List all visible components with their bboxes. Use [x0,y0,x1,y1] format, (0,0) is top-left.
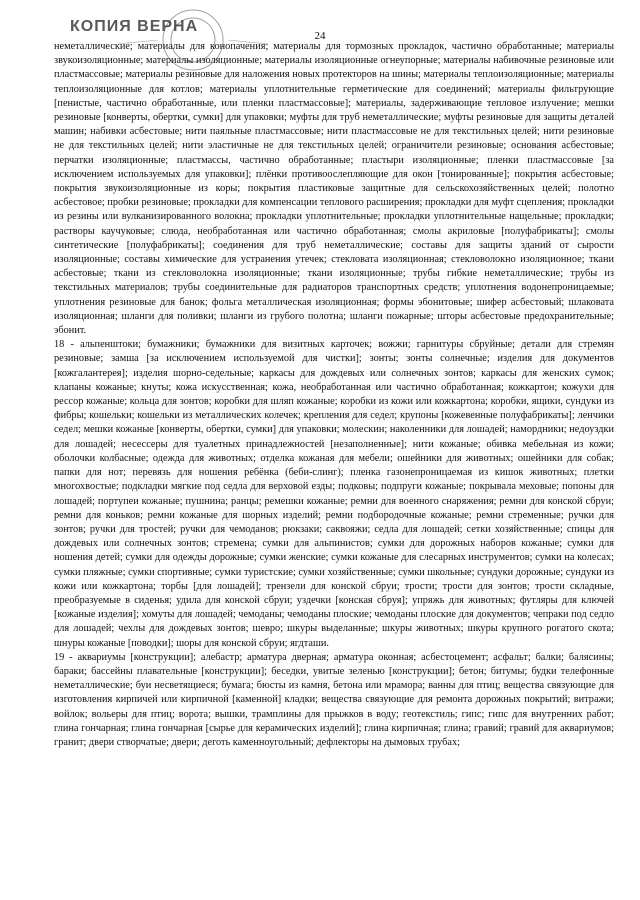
stamp-text: КОПИЯ ВЕРНА [70,18,199,35]
document-body [54,40,614,750]
paragraph-class-19: 19 - аквариумы [конструкции]; алебастр; арматура дверная; арматура оконная; асбестоцемент; асфальт; балки; балясины; бараки; бассейны плавательные [конструкции]; беседки, увитые зеленью [конструкции]; бетон; битумы; будки телефонные неметаллические; буи несветящиеся; бумага; бюсты из камня, бетона или мрамора; ванны для птиц; вещества связующие для изготовления кирпичей или кирпичной [каменной] кладки; вещества связующие для ремонта дорожных покрытий; витражи; войлок; вольеры для птиц; ворота; вышки, трамплины для прыжков в воду; геотекстиль; гипс; гипс для внутренних работ; глина гончарная; глина гончарная [сырье для керамических изделий]; глина кирпичная; глина; гравий; гравий для аквариумов; гранит; двери створчатые; двери; деготь каменноугольный; дефлекторы на дымовых трубах; [54,651,614,748]
paragraph-class-18: 18 - альпенштоки; бумажники; бумажники для визитных карточек; вожжи; гарнитуры сбруйные; детали для стремян резиновые; замша [за исключением используемой для чистки]; зонты; зонты солнечные; изделия для документов [кожгалантерея]; изделия шорно-седельные; каркасы для дождевых или солнечных зонтов; каркасы для женских сумок; клапаны кожаные; кнуты; кожа искусственная; кожа, необработанная или частично обработанная; кожкартон; кожухи для рессор кожаные; кольца для зонтов; коробки для шляп кожаные; коробки из кожи или кожкартона; коробки, ящики, сундуки из фибры; кошельки; кошельки из металлических колечек; крепления для седел; крупоны [кожевенные полуфабрикаты]; ленчики седел; мешки кожаные [конверты, обертки, сумки] для упаковки; молескин; наколенники для лошадей; намордники; недоуздки для лошадей; несессеры для туалетных принадлежностей [незаполненные]; нити кожаные; обивка мебельная из кожи; оболочки колбасные; одежда для животных; отделка кожаная для мебели; ошейники для животных; ошейники для собак; папки для нот; перевязь для ношения ребёнка (беби-слинг); пленка газонепроницаемая из кишок животных; плетки многохвостые; подкладки мягкие под седла для верховой езды; подковы; подпруги кожаные; покрывала меховые; попоны для лошадей; портупеи кожаные; пушнина; ранцы; ремешки кожаные; ремни для военного снаряжения; ремни для конской сбруи; ремни для коньков; ремни кожаные для шорных изделий; ремни подбородочные кожаные; ремни стременные; ручки для зонтов; ручки для тростей; ручки для чемоданов; рюкзаки; саквояжи; седла для лошадей; сетки хозяйственные; спицы для дождевых или солнечных зонтов; стремена; сумки для альпинистов; сумки для дорожных наборов кожаные; сумки для ношения детей; сумки для одежды дорожные; сумки женские; сумки кожаные для слесарных инструментов; сумки на колесах; сумки пляжные; сумки спортивные; сумки туристские; сумки хозяйственные; сумки школьные; сундуки дорожные; сундуки из кожи или кожкартона; торбы [для лошадей]; трензели для конской сбруи; трости; трости для зонтов; трости складные, преобразуемые в сиденья; удила для конской сбруи; уздечки [конская сбруя]; упряжь для животных; футляры для ключей [кожаные изделия]; хомуты для лошадей; чемоданы; чемоданы плоские; чемоданы плоские для документов; чепраки под седло для лошадей; чехлы для дождевых зонтов; шевро; шкуры выделанные; шкуры животных; шкуры крупного рогатого скота; шнуры кожаные [поводки]; шоры для конской сбруи; ягдташи. [54,339,614,649]
paragraph-class-17-continued: неметаллические; материалы для конопачения; материалы для тормозных прокладок, частично обработанные; материалы звукоизоляционные; материалы изоляционные; материалы изоляционные огнеупорные; материалы набивочные резиновые или пластмассовые; материалы резиновые для наложения новых протекторов на шины; материалы теплоизоляционные; материалы теплоизоляционные для котлов; материалы уплотнительные герметические для соединений; материалы фильтрующие [пенистые, частично обработанные, или пленки пластмассовые]; материалы, задерживающие тепловое излучение; мешки резиновые [конверты, обертки, сумки] для упаковки; муфты для труб неметаллические; муфты резиновые для защиты деталей машин; набивки асбестовые; нити паяльные пластмассовые; нити пластмассовые не для текстильных целей; нити резиновые не для текстильных целей; нити эластичные не для текстильных целей; ограничители резиновые; основания асбестовые; перчатки изоляционные; пластмассы, частично обработанные; пластыри изоляционные; пленки пластмассовые [за исключением используемых для упаковки]; плёнки противоослепляющие для окон [тонированные]; покрытия асбестовые; покрытия звукоизоляционные из коры; покрытия пластиковые защитные для сельскохозяйственных целей; полотно асбестовое; пробки резиновые; прокладки для компенсации теплового расширения; прокладки для муфт сцепления; прокладки из резины или вулканизированного волокна; прокладки уплотнительные; прокладки уплотнительные нащельные; прокладки; растворы каучуковые; слюда, необработанная или частично обработанная; смолы акриловые [полуфабрикаты]; смолы синтетические [полуфабрикаты]; соединения для труб неметаллические; составы для защиты зданий от сырости изоляционные; составы химические для устранения утечек; стекловата изоляционная; стекловолокно изоляционное; ткани асбестовые; ткани из стекловолокна изоляционные; ткани изоляционные; трубы гибкие неметаллические; трубы из текстильных материалов; трубы соединительные для радиаторов транспортных средств; уплотнения водонепроницаемые; уплотнения резиновые для банок; фольга металлическая изоляционная; формы эбонитовые; шифер асбестовый; шлаковата изоляционная; шланги для поливки; шланги из грубого полотна; шланги пожарные; шторы асбестовые предохранительные; эбонит. [54,41,614,337]
page-number: 24 [314,30,326,42]
